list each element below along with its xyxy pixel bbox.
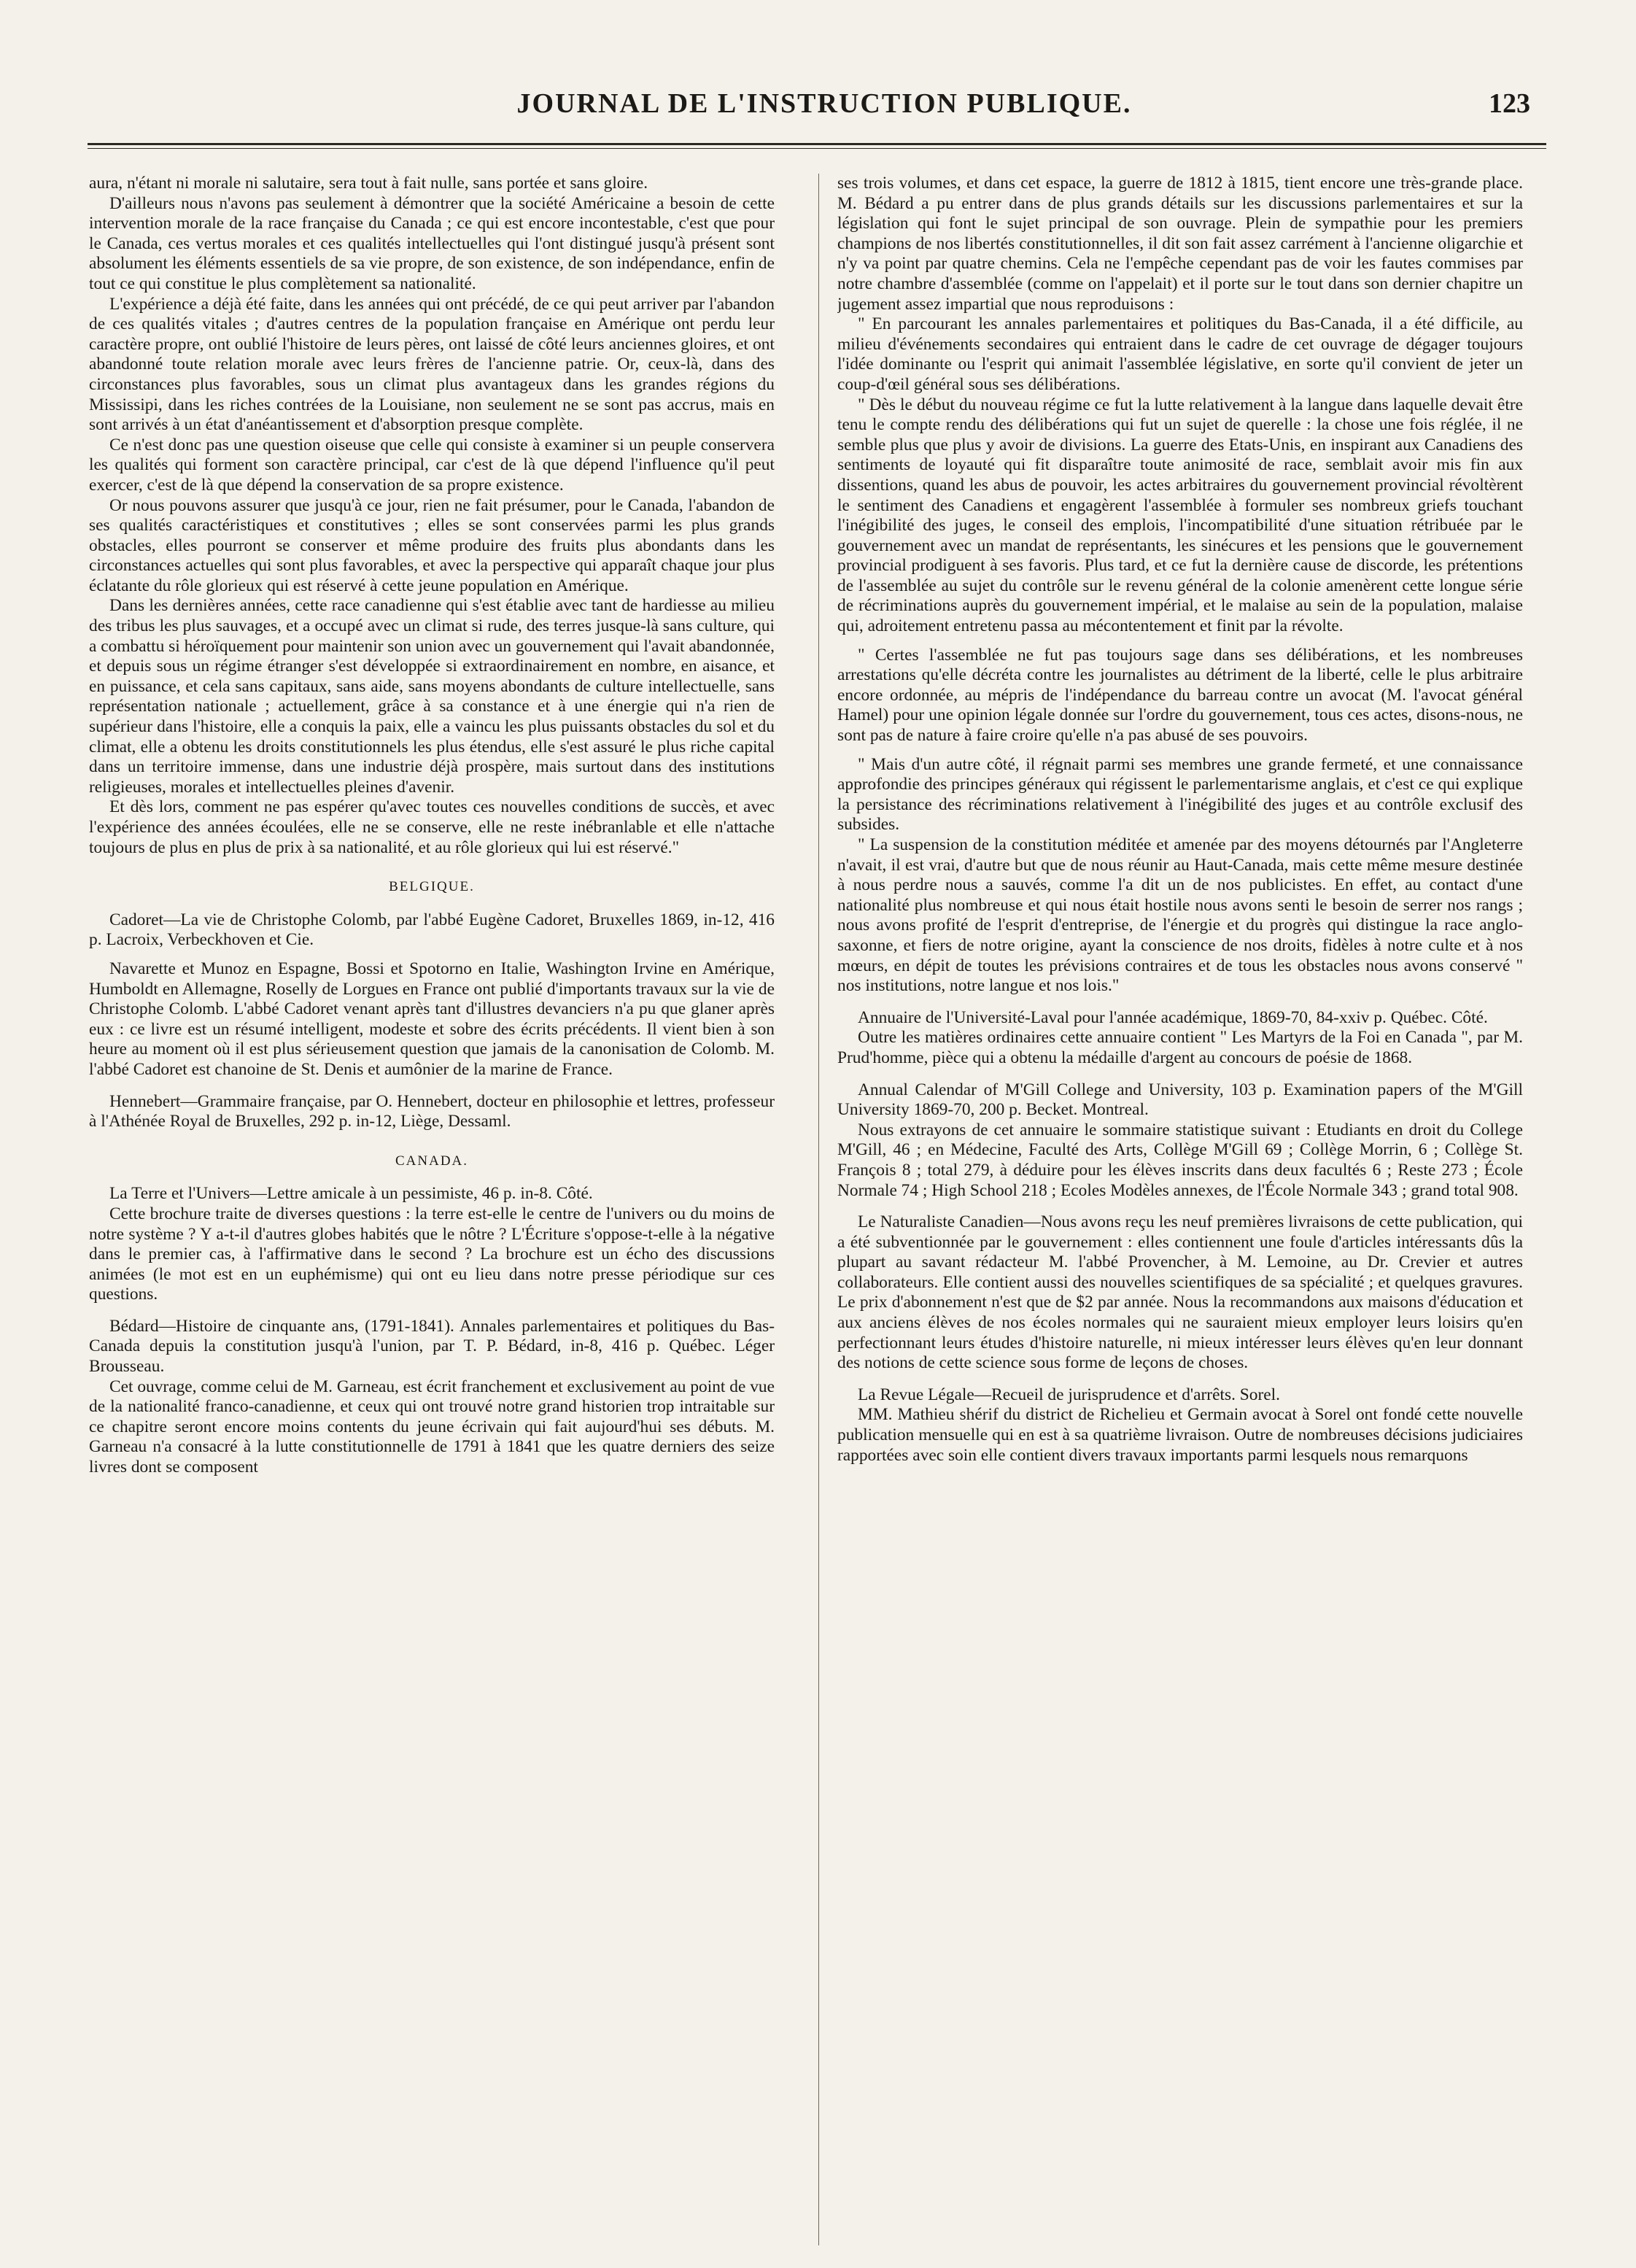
paragraph: Outre les matières ordinaires cette annuaire contient " Les Martyrs de la Foi en Canada ", par M. Prud'homme, pièce qui a obtenu la médaille d'argent au concours de poésie de 1868. (837, 1028, 1523, 1067)
paragraph: Et dès lors, comment ne pas espérer qu'avec toutes ces nouvelles conditions de succès, et avec l'expérience des années écoulées, elle ne se conserve, elle ne reste inébranlable et elle n'attache toujours de plus en plus de prix à sa nationalité, et au rôle glorieux qui lui est réservé." (89, 797, 775, 857)
quoted-paragraph: " La suspension de la constitution méditée et amenée par des moyens détournés par l'Angleterre n'avait, il est vrai, d'autre but que de nous réunir au Haut-Canada, mais cette même mesure destinée à nous perdre nous a sauvés, comme l'a dit un de nos publicistes. En effet, au contact d'une nationalité plus nombreuse et qui nous était hostile nous avons senti le besoin de serrer nos rangs ; nous avons profité de l'esprit d'entreprise, de l'énergie et du progrès qui distingue la race anglo-saxonne, et fiers de notre origine, ayant la conscience de nos droits, fidèles à notre culte et à nos mœurs, en dépit de toutes les prévisions contraires et de tous les obstacles nous avons conservé " nos institutions, notre langue et nos lois." (837, 835, 1523, 996)
paragraph: Dans les dernières années, cette race canadienne qui s'est établie avec tant de hardiesse au milieu des tribus les plus sauvages, et a occupé avec un climat si rude, des terres jusque-là sans culture, qui a combattu si héroïquement pour maintenir son union avec un gouvernement qui l'avait abandonnée, et depuis sous un régime étranger s'est développée si extraordinairement en nombre, en aisance, et en puissance, et cela sans capitaux, sans aide, sans moyens abondants de culture intellectuelle, sans représentation nationale ; actuellement, grâce à sa constance et à une énergie qui n'a rien de supérieur dans l'histoire, elle a conquis la paix, elle a vaincu les plus puissants obstacles du sol et du climat, elle a obtenu les droits constitutionnels les plus étendus, elle s'est assuré le plus riche capital dans un territoire immense, dans une industrie déjà prospère, mais surtout dans des institutions religieuses, morales et intellectuelles pleines d'avenir. (89, 596, 775, 797)
quoted-paragraph: " En parcourant les annales parlementaires et politiques du Bas-Canada, il a été difficile, au milieu d'événements secondaires qui entraient dans le cadre de cet ouvrage de dégager toujours l'idée dominante ou l'esprit qui animait l'assemblée législative, en sorte qu'il convient de jeter un coup-d'œil général sous ses délibérations. (837, 314, 1523, 394)
book-entry: Cadoret—La vie de Christophe Colomb, par l'abbé Eugène Cadoret, Bruxelles 1869, in-12, 416 p. Lacroix, Verbeckhoven et Cie. (89, 910, 775, 950)
paragraph: Or nous pouvons assurer que jusqu'à ce jour, rien ne fait présumer, pour le Canada, l'abandon de ses qualités caractéristiques et constitutives ; elles se sont conservées parmi les plus grands obstacles, elles pourront se conserver et même produire des fruits plus abondants dans les circonstances actuelles qui sont plus favorables, et avec la perspective qui apparaît chaque jour plus éclatante du rôle glorieux qui est réservé à cette jeune population en Amérique. (89, 495, 775, 595)
book-entry: La Terre et l'Univers—Lettre amicale à un pessimiste, 46 p. in-8. Côté. (109, 1184, 593, 1204)
paragraph: Navarette et Munoz en Espagne, Bossi et Spotorno en Italie, Washington Irvine en Amérique, Humboldt en Allemagne, Roselly de Lorgues en France ont publié d'importants travaux sur la vie de Christophe Colomb. L'abbé Cadoret venant après tant d'illustres devanciers n'a pu que glaner après eux : ce livre est un résumé intelligent, modeste et sobre des écrits précédents. Il vient bien à son heure au moment où il est plus sérieusement question que jamais de la canonisation de Colomb. M. l'abbé Cadoret est chanoine de St. Denis et aumônier de la marine de France. (89, 959, 775, 1079)
header-rule (88, 143, 1546, 149)
quoted-paragraph: " Dès le début du nouveau régime ce fut la lutte relativement à la langue dans laquelle devait être tenu le compte rendu des délibérations qui fut un sujet de querelle : la chose une fois réglée, il ne semble plus que plus y avoir de divisions. La guerre des Etats-Unis, en inspirant aux Canadiens des sentiments de loyauté qui fit disparaître toute animosité de race, semblait avoir mis fin aux dissentions, quand les abus de pouvoir, les actes arbitraires du gouvernement provincial révoltèrent le sentiment des Canadiens et engagèrent l'assemblée à formuler ses nombreux griefs touchant l'inégibilité des juges, le conseil des emplois, l'incompatibilité d'une situation rétribuée par le gouvernement avec un mandat de représentants, les sinécures et les pensions que le gouvernement provincial prodiguent à ses favoris. Plus tard, et ce fut la dernière cause de discorde, les prétentions de l'assemblée au sujet du contrôle sur le revenu général de la colonie amenèrent cette longue série de récriminations auprès du gouvernement impérial, et le malaise au sein de la population, malaise qui, adroitement entretenu passa au mécontentement et finit par la révolte. (837, 395, 1523, 636)
book-entry: Le Naturaliste Canadien—Nous avons reçu les neuf premières livraisons de cette publication, qui a été subventionnée par le gouvernement : elles contiennent une foule d'articles intéressants dûs la plupart au savant rédacteur M. l'abbé Provencher, à M. Lemoine, au Dr. Crevier et autres collaborateurs. Elle contient aussi des nouvelles scientifiques de sa spécialité ; et quelques gravures. Le prix d'abonnement n'est que de $2 par année. Nous la recommandons aux maisons d'éducation et aux anciens élèves de nos écoles normales qui ne sauraient mieux employer leurs loisirs qu'en perfectionnant leurs études d'histoire naturelle, ni mieux intéresser leurs élèves qu'en leur donnant des notions de cette science sous forme de leçons de choses. (837, 1212, 1523, 1373)
left-column (89, 174, 775, 2245)
section-heading-canada: CANADA. (395, 1153, 469, 1169)
book-entry: La Revue Légale—Recueil de jurisprudence et d'arrêts. Sorel. (858, 1385, 1280, 1404)
paragraph: ses trois volumes, et dans cet espace, la guerre de 1812 à 1815, tient encore une très-grande place. M. Bédard a pu entrer dans de plus grands détails sur les discussions parlementaires et sur la législation qui font le sujet principal de son ouvrage. Plein de sympathie pour les premiers champions de nos libertés constitutionnelles, il dit son fait assez carrément à l'ancienne oligarchie et n'y va point par quatre chemins. Cela ne l'empêche cependant pas de voir les fautes commises par notre chambre d'assemblée (comme on l'appelait) et il porte sur le tout dans son dernier chapitre un jugement assez impartial que nous reproduisons : (837, 174, 1523, 314)
quoted-paragraph: " Certes l'assemblée ne fut pas toujours sage dans ses délibérations, et les nombreuses arrestations qu'elle décréta contre les journalistes au détriment de la liberté, celle le plus arbitraire encore ordonnée, au mépris de l'indépendance du barreau contre un avocat (M. l'avocat général Hamel) pour une opinion légale donnée sur l'ordre du gouvernement, tous ces actes, disons-nous, ne sont pas de nature à faire croire qu'elle n'a pas abusé de ses pouvoirs. (837, 645, 1523, 746)
quoted-paragraph: " Mais d'un autre côté, il régnait parmi ses membres une grande fermeté, et une connaissance approfondie des principes généraux qui régissent le parlementarisme anglais, et c'est ce qui explique la persistance des récriminations relativement à l'inégibilité des juges et au contrôle exclusif des subsides. (837, 754, 1523, 835)
paragraph: aura, n'étant ni morale ni salutaire, sera tout à fait nulle, sans portée et sans gloire. (89, 174, 648, 193)
page-number: 123 (1489, 88, 1530, 119)
book-entry: Annuaire de l'Université-Laval pour l'année académique, 1869-70, 84-xxiv p. Québec. Côté. (858, 1007, 1488, 1027)
book-entry: Bédard—Histoire de cinquante ans, (1791-1841). Annales parlementaires et politiques du Bas-Canada depuis la constitution jusqu'à l'union, par T. P. Bédard, in-8, 416 p. Québec. Léger Brousseau. (89, 1316, 775, 1377)
column-divider (818, 174, 819, 2245)
paragraph: D'ailleurs nous n'avons pas seulement à démontrer que la société Américaine a besoin de cette intervention morale de la race française du Canada ; ce qui est encore incontestable, c'est que pour le Canada, ces vertus morales et ces qualités intellectuelles qui l'ont distingué jusqu'à présent sont absolument les éléments essentiels de sa vie propre, de son existence, de son indépendance, enfin de tout ce qui constitue le plus complètement sa nationalité. (89, 193, 775, 293)
paragraph: MM. Mathieu shérif du district de Richelieu et Germain avocat à Sorel ont fondé cette nouvelle publication mensuelle qui en est à sa quatrième livraison. Outre de nombreuses décisions judiciaires rapportées avec soin elle contient divers travaux importants parmi lesquels nous remarquons (837, 1405, 1523, 1465)
paragraph: Ce n'est donc pas une question oiseuse que celle qui consiste à examiner si un peuple conservera les qualités qui forment son caractère principal, car c'est de là que dépend l'influence qu'il peut exercer, c'est de là que dépend la conservation de sa propre existence. (89, 435, 775, 495)
paragraph: L'expérience a déjà été faite, dans les années qui ont précédé, de ce qui peut arriver par l'abandon de ces qualités vitales ; d'autres centres de la population française en Amérique ont perdu leur caractère propre, ont oublié l'histoire de leurs pères, ont laissé de côté leurs anciennes gloires, et ont abandonné toute relation morale avec leurs frères de l'ancienne patrie. Or, ceux-là, dans des circonstances plus favorables, sous un climat plus avantageux dans les grandes régions du Mississipi, dans les riches contrées de la Louisiane, non seulement ne se sont pas accrus, mais en sont arrivés à un état d'anéantissement et d'absorption presque complète. (89, 294, 775, 435)
right-column (837, 174, 1523, 2245)
page-header (109, 82, 1539, 125)
book-entry: Hennebert—Grammaire française, par O. Hennebert, docteur en philosophie et lettres, professeur à l'Athénée Royal de Bruxelles, 292 p. in-12, Liège, Dessaml. (89, 1091, 775, 1131)
section-heading-belgique: BELGIQUE. (389, 879, 475, 895)
paragraph: Cet ouvrage, comme celui de M. Garneau, est écrit franchement et exclusivement au point de vue de la nationalité franco-canadienne, et ceux qui ont trouvé notre grand historien trop intraitable sur ce chapitre seront encore moins contents du jeune écrivain qui fait aujourd'hui ses débuts. M. Garneau n'a consacré à la lutte constitutionnelle de 1791 à 1841 que les quatre derniers des seize livres dont se composent (89, 1377, 775, 1477)
book-entry: Annual Calendar of M'Gill College and University, 103 p. Examination papers of the M'Gill University 1869-70, 200 p. Becket. Montreal. (837, 1080, 1523, 1120)
running-title: JOURNAL DE L'INSTRUCTION PUBLIQUE. (516, 88, 1132, 119)
paragraph: Nous extrayons de cet annuaire le sommaire statistique suivant : Etudiants en droit du College M'Gill, 46 ; en Médecine, Faculté des Arts, Collège M'Gill 69 ; Collège Morrin, 6 ; Collège St. François 8 ; total 279, à déduire pour les élèves inscrits dans deux facultés 6 ; Reste 273 ; École Normale 74 ; High School 218 ; Ecoles Modèles annexes, de l'École Normale 343 ; grand total 908. (837, 1120, 1523, 1200)
paragraph: Cette brochure traite de diverses questions : la terre est-elle le centre de l'univers ou du moins de notre système ? Y a-t-il d'autres globes habités que le nôtre ? L'Écriture s'oppose-t-elle à la négative dans le premier cas, à l'affirmative dans le second ? La brochure est un écho des discussions animées (le mot est en un euphémisme) qui ont eu lieu dans notre presse périodique sur ces questions. (89, 1204, 775, 1304)
